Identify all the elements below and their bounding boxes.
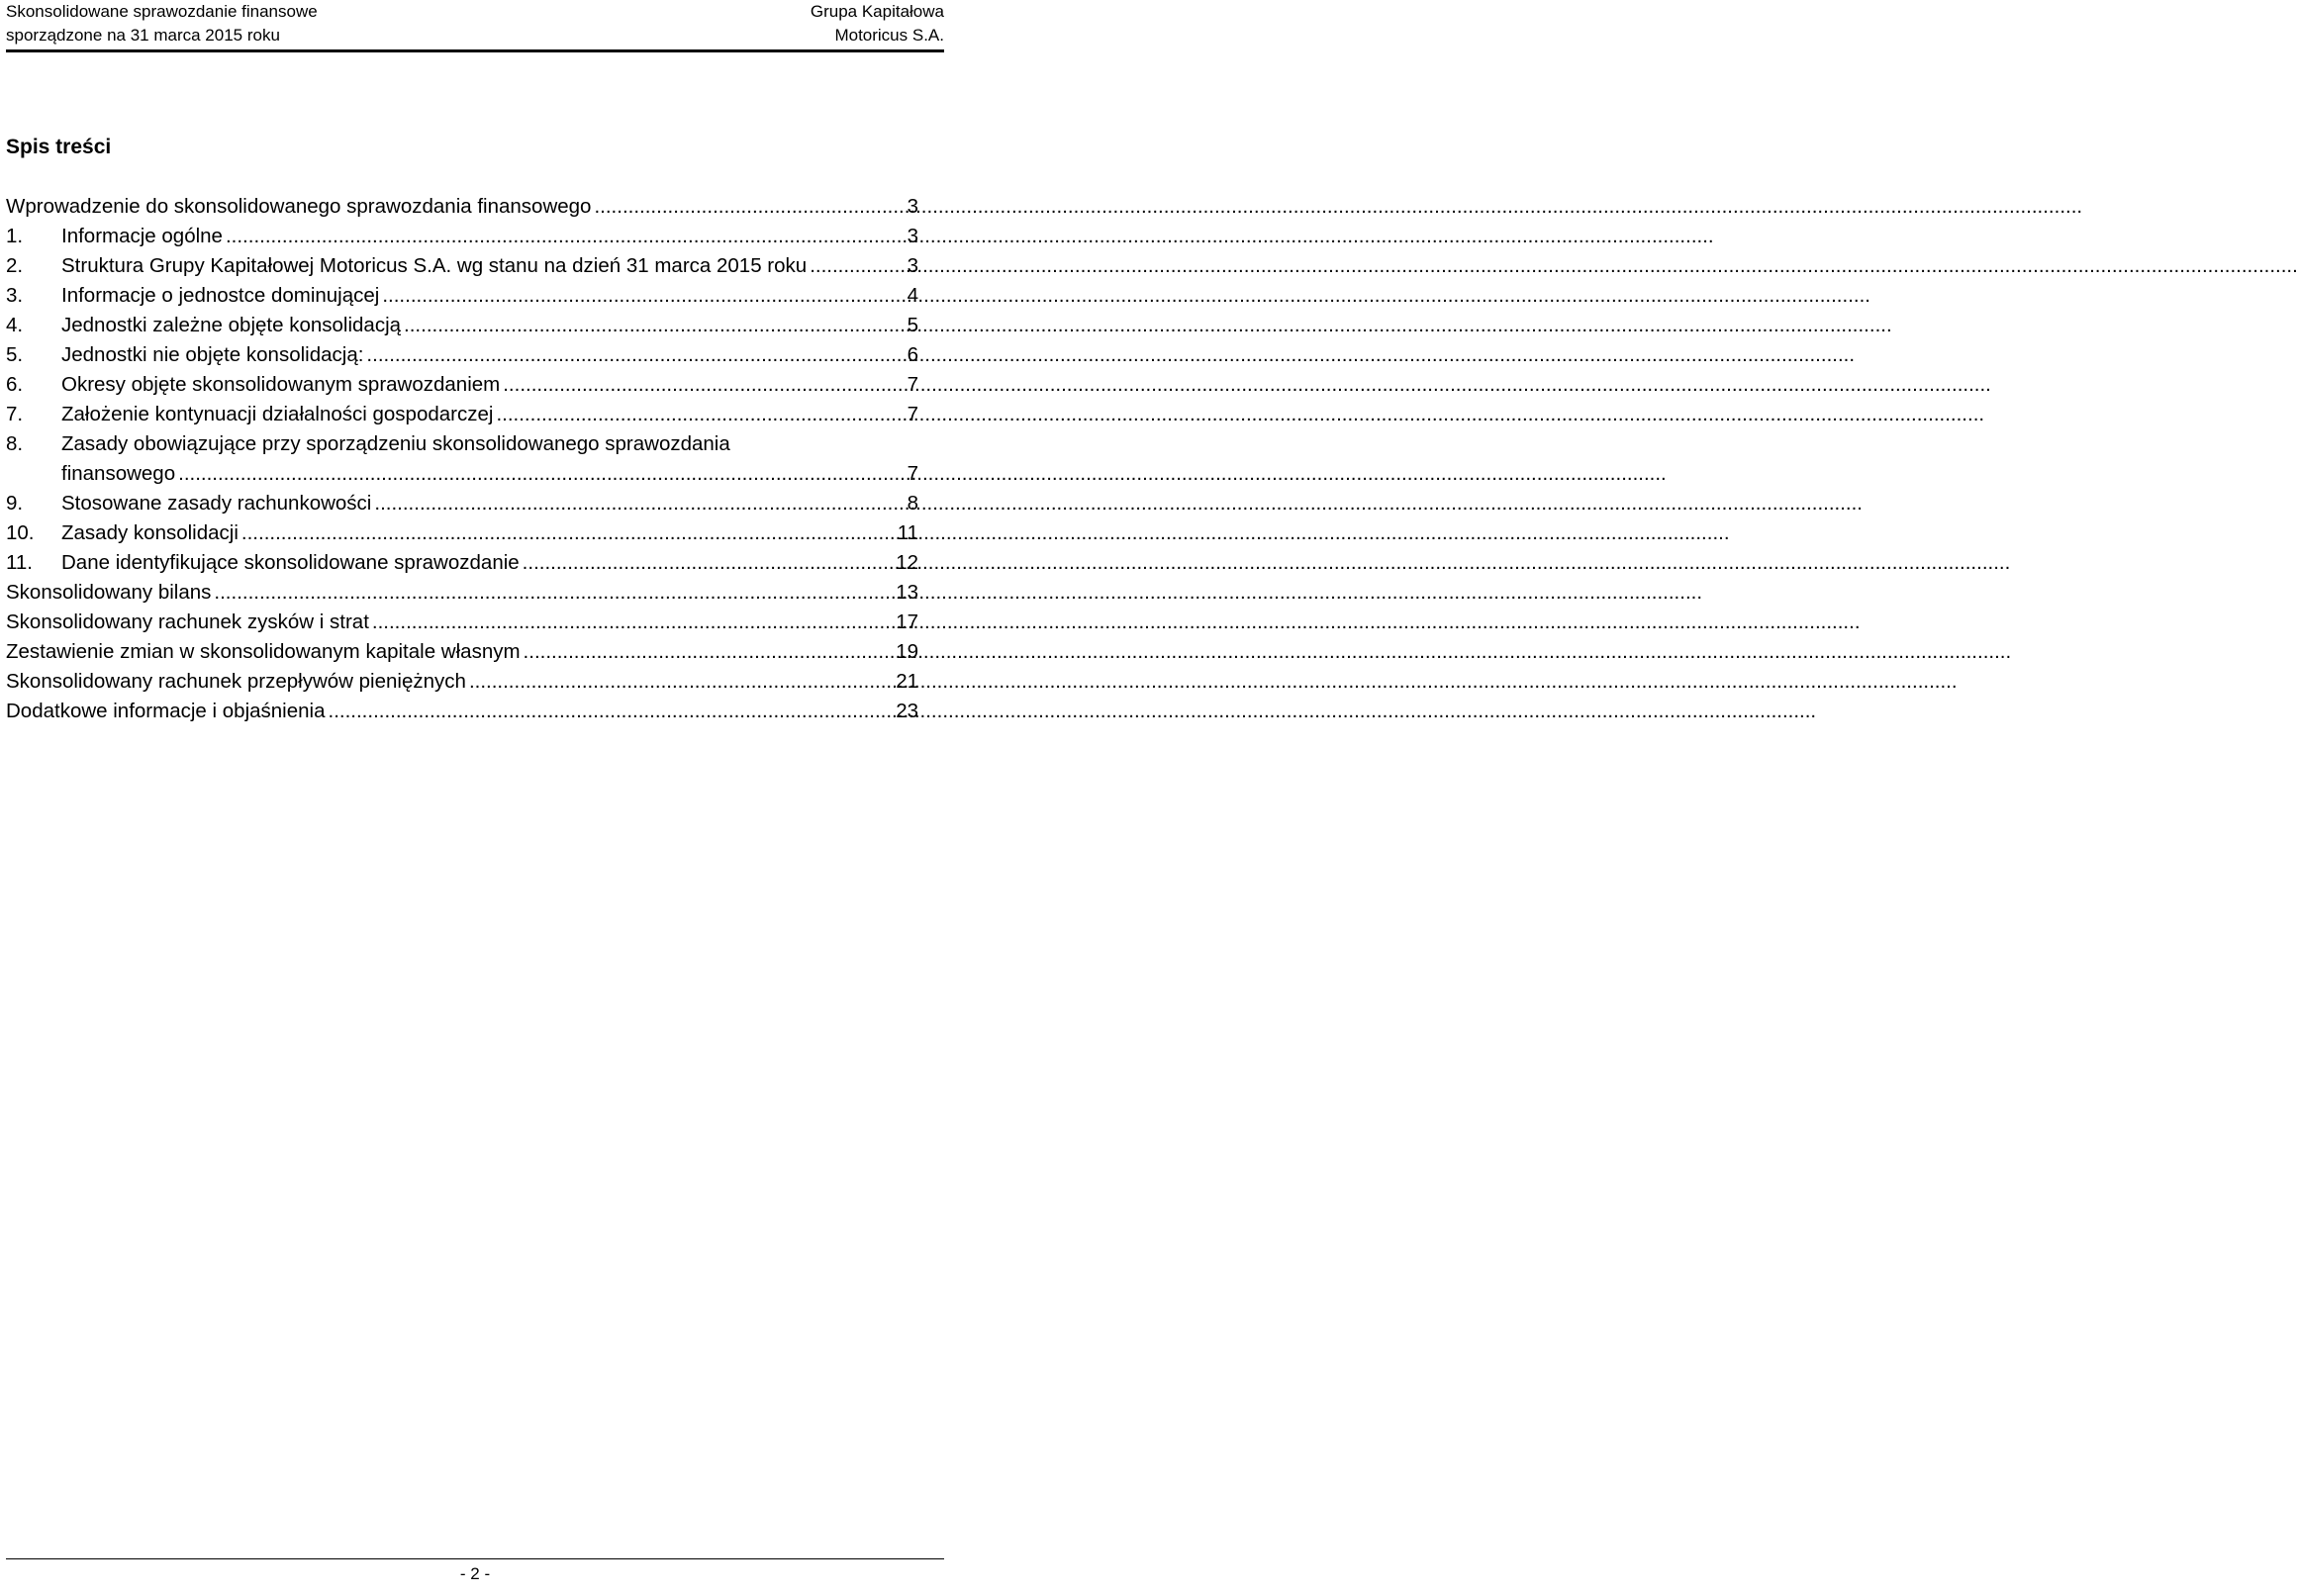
toc-leader — [810, 251, 904, 281]
toc-entry[interactable] — [6, 192, 918, 222]
toc-entry[interactable] — [6, 518, 918, 548]
toc-leader — [503, 370, 904, 400]
toc-entry-page: 12 — [896, 551, 918, 574]
toc-entry[interactable] — [6, 548, 918, 578]
toc-entry-number: 11. — [6, 551, 33, 574]
toc-entry[interactable] — [6, 251, 918, 281]
toc-leader — [366, 340, 904, 370]
toc-entry-body — [6, 578, 918, 608]
toc-entry-body — [61, 489, 918, 518]
toc-entry-body — [61, 370, 918, 400]
toc-entry-page: 13 — [896, 581, 918, 604]
toc-entry-page: 11 — [897, 521, 918, 544]
toc-entry-page: 3 — [907, 225, 918, 247]
page-number: - 2 - — [459, 1564, 491, 1583]
toc-entry-page: 8 — [907, 492, 918, 515]
toc-entry-text: Skonsolidowany bilans — [6, 581, 212, 604]
toc-leader — [214, 578, 893, 608]
toc-entry-number: 10. — [6, 521, 35, 544]
toc-entry-text: Dane identyfikujące skonsolidowane sprawozdanie — [61, 551, 520, 574]
toc-entry-text: Jednostki zależne objęte konsolidacją — [61, 314, 402, 336]
toc-entry-page: 3 — [907, 254, 918, 277]
toc-entry-text: Struktura Grupy Kapitałowej Motoricus S.A. wg stanu na dzień 31 marca 2015 roku — [61, 254, 808, 277]
toc-entry-body — [61, 251, 918, 281]
toc-entry[interactable] — [6, 281, 918, 311]
header-document-title: Skonsolidowane sprawozdanie finansowe — [6, 2, 318, 21]
toc-entry-page: 19 — [896, 640, 918, 663]
toc-entry-page: 21 — [896, 670, 918, 693]
toc-entry-number: 7. — [6, 403, 24, 425]
toc-entry-text: Informacje o jednostce dominującej — [61, 284, 380, 307]
toc-entry[interactable] — [6, 370, 918, 400]
toc-entry-number: 8. — [6, 432, 24, 455]
toc-leader — [329, 697, 894, 726]
header-right — [811, 0, 944, 47]
toc-entry-line2 — [61, 459, 918, 489]
header-left — [6, 0, 318, 47]
toc-entry[interactable] — [6, 429, 918, 489]
toc-leader — [372, 608, 893, 637]
toc-leader — [241, 518, 895, 548]
header-company-line2: Motoricus S.A. — [834, 26, 944, 45]
toc-leader — [469, 667, 893, 697]
toc-entry-text: Stosowane zasady rachunkowości — [61, 492, 372, 515]
toc-entry-number: 9. — [6, 492, 24, 515]
toc-entry-text-line1: Zasady obowiązujące przy sporządzeniu skonsolidowanego sprawozdania — [61, 432, 730, 455]
toc-entry-text: Założenie kontynuacji działalności gospodarczej — [61, 403, 494, 425]
toc-entry[interactable] — [6, 578, 918, 608]
toc-entry-page: 5 — [907, 314, 918, 336]
toc-entry[interactable] — [6, 222, 918, 251]
toc-entry[interactable] — [6, 697, 918, 726]
toc-entry-body — [61, 340, 918, 370]
toc-entry-body — [61, 222, 918, 251]
toc-entry-body — [61, 400, 918, 429]
toc-entry-text: Jednostki nie objęte konsolidacją: — [61, 343, 364, 366]
toc-entry-text: Zasady konsolidacji — [61, 521, 239, 544]
table-of-contents — [6, 192, 918, 726]
toc-entry-number: 3. — [6, 284, 24, 307]
toc-entry-body — [61, 311, 918, 340]
toc-entry-body — [6, 637, 918, 667]
toc-entry-page: 4 — [907, 284, 918, 307]
toc-entry-page: 17 — [896, 610, 918, 633]
toc-entry[interactable] — [6, 667, 918, 697]
toc-entry-number: 6. — [6, 373, 24, 396]
toc-leader — [594, 192, 904, 222]
toc-entry-body — [61, 548, 918, 578]
toc-entry-number: 1. — [6, 225, 24, 247]
toc-entry-number: 5. — [6, 343, 24, 366]
toc-entry-text: Zestawienie zmian w skonsolidowanym kapitale własnym — [6, 640, 521, 663]
toc-leader — [382, 281, 904, 311]
toc-entry[interactable] — [6, 400, 918, 429]
toc-entry-body — [61, 518, 918, 548]
toc-entry-page: 6 — [907, 343, 918, 366]
page-header — [6, 0, 944, 52]
toc-entry[interactable] — [6, 311, 918, 340]
toc-leader — [178, 459, 904, 489]
toc-entry[interactable] — [6, 340, 918, 370]
toc-entry-page: 7 — [907, 403, 918, 425]
toc-title: Spis treści — [6, 136, 112, 158]
toc-entry-number: 4. — [6, 314, 24, 336]
toc-entry-text: Informacje ogólne — [61, 225, 223, 247]
toc-leader — [523, 548, 894, 578]
footer-rule — [6, 1558, 944, 1559]
toc-entry-page: 3 — [907, 195, 918, 218]
toc-entry-text: Wprowadzenie do skonsolidowanego sprawozdania finansowego — [6, 195, 592, 218]
toc-entry-text: Skonsolidowany rachunek zysków i strat — [6, 610, 369, 633]
toc-leader — [404, 311, 905, 340]
toc-leader — [496, 400, 904, 429]
toc-entry-text: Skonsolidowany rachunek przepływów pieniężnych — [6, 670, 466, 693]
header-company-line1: Grupa Kapitałowa — [810, 2, 944, 21]
toc-leader — [524, 637, 894, 667]
toc-entry-text: Dodatkowe informacje i objaśnienia — [6, 700, 326, 722]
header-document-date: sporządzone na 31 marca 2015 roku — [6, 26, 280, 45]
toc-entry-body — [6, 192, 918, 222]
toc-entry[interactable] — [6, 608, 918, 637]
toc-entry-page: 7 — [907, 462, 918, 485]
toc-entry-page: 7 — [907, 373, 918, 396]
toc-entry-number: 2. — [6, 254, 24, 277]
toc-entry-body — [6, 667, 918, 697]
toc-entry-body — [61, 429, 918, 489]
toc-leader — [374, 489, 904, 518]
toc-entry-body — [6, 697, 918, 726]
toc-entry-body — [6, 608, 918, 637]
toc-entry[interactable] — [6, 637, 918, 667]
toc-entry-text-line2: finansowego — [61, 462, 176, 485]
toc-entry-text: Okresy objęte skonsolidowanym sprawozdaniem — [61, 373, 501, 396]
toc-entry-page: 23 — [896, 700, 918, 722]
toc-entry[interactable] — [6, 489, 918, 518]
toc-leader — [226, 222, 905, 251]
toc-entry-body — [61, 281, 918, 311]
